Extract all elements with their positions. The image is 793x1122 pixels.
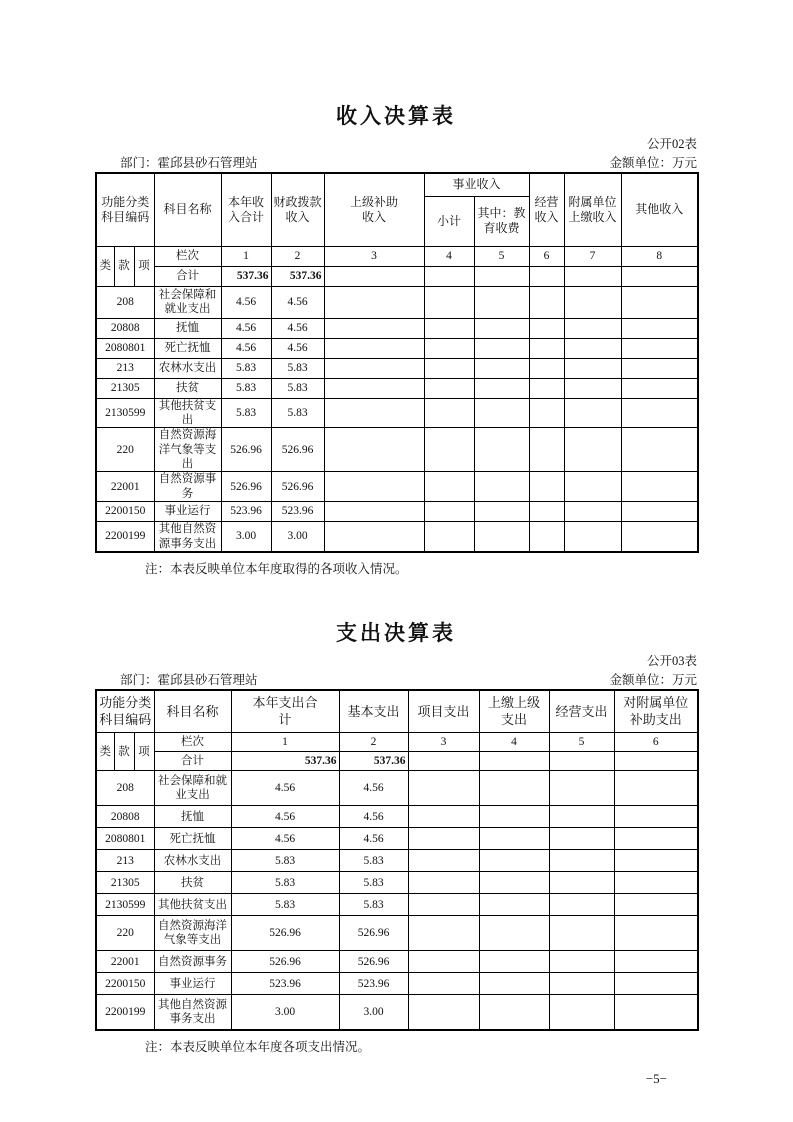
empty-cell (549, 995, 614, 1030)
row-value: 4.56 (221, 318, 271, 338)
expenditure-data-row (96, 872, 698, 894)
empty-cell (529, 502, 564, 522)
empty-cell (479, 850, 549, 872)
page-number: −5− (645, 1070, 667, 1086)
expenditure-data-row (96, 828, 698, 850)
row-code: 2080801 (96, 338, 154, 358)
expenditure-header-total-text: 本年支出合计 (252, 695, 318, 727)
expenditure-data-row (96, 916, 698, 951)
empty-cell (324, 286, 424, 318)
empty-cell (408, 973, 479, 995)
empty-cell (564, 286, 621, 318)
empty-cell (474, 378, 529, 398)
empty-cell (549, 752, 614, 771)
income-note: 注：本表反映单位本年度取得的各项收入情况。 (145, 561, 408, 576)
row-value: 5.83 (231, 894, 339, 916)
empty-cell (474, 472, 529, 502)
empty-cell (408, 894, 479, 916)
income-total-label: 合计 (154, 266, 221, 286)
empty-cell (564, 472, 621, 502)
expenditure-data-row (96, 806, 698, 828)
row-value: 5.83 (231, 872, 339, 894)
expenditure-header-operating: 经营支出 (549, 690, 614, 733)
empty-cell (621, 398, 698, 428)
row-name: 自然资源海洋气象等支出 (154, 916, 231, 951)
empty-cell (474, 266, 529, 286)
row-value: 5.83 (221, 358, 271, 378)
income-sub-kuan: 款 (114, 246, 134, 286)
row-value: 3.00 (221, 522, 271, 552)
empty-cell (621, 502, 698, 522)
expenditure-header-basic: 基本支出 (339, 690, 408, 733)
row-value: 526.96 (231, 951, 339, 973)
row-value: 526.96 (271, 428, 324, 472)
empty-cell (564, 378, 621, 398)
empty-cell (424, 286, 474, 318)
expenditure-table (95, 689, 699, 1031)
row-value: 5.83 (271, 398, 324, 428)
row-code: 208 (96, 771, 154, 806)
expenditure-header-upturn (479, 690, 549, 733)
row-value: 526.96 (231, 916, 339, 951)
empty-cell (479, 872, 549, 894)
empty-cell (549, 828, 614, 850)
row-value: 5.83 (221, 398, 271, 428)
income-header-affiliated: 附属单位上缴收入 (564, 173, 621, 246)
expenditure-header-subsidy (614, 690, 698, 733)
income-col-number: 2 (271, 246, 324, 266)
expenditure-meta-row (95, 670, 697, 688)
empty-cell (564, 318, 621, 338)
empty-cell (424, 472, 474, 502)
empty-cell (424, 398, 474, 428)
income-col-number: 4 (424, 246, 474, 266)
empty-cell (424, 522, 474, 552)
empty-cell (621, 378, 698, 398)
empty-cell (324, 378, 424, 398)
income-data-row (96, 522, 698, 552)
row-name: 抚恤 (154, 806, 231, 828)
income-data-row (96, 472, 698, 502)
empty-cell (564, 266, 621, 286)
row-code: 2200150 (96, 973, 154, 995)
empty-cell (621, 428, 698, 472)
expenditure-data-row (96, 951, 698, 973)
empty-cell (621, 522, 698, 552)
expenditure-total-value: 537.36 (339, 752, 408, 771)
empty-cell (564, 428, 621, 472)
row-code: 22001 (96, 951, 154, 973)
expenditure-lanci-label: 栏次 (154, 733, 231, 752)
expenditure-col-number: 4 (479, 733, 549, 752)
empty-cell (614, 995, 698, 1030)
row-name: 抚恤 (154, 318, 221, 338)
expenditure-header-code: 功能分类科目编码 (96, 690, 154, 733)
income-header-operating: 经营收入 (529, 173, 564, 246)
empty-cell (614, 951, 698, 973)
row-name: 其他自然资源事务支出 (154, 995, 231, 1030)
income-department-label: 部门：霍邱县砂石管理站 (120, 156, 258, 170)
row-code: 22001 (96, 472, 154, 502)
row-value: 523.96 (271, 502, 324, 522)
row-value: 5.83 (339, 872, 408, 894)
expenditure-header-upturn-text: 上缴上级支出 (488, 695, 541, 727)
row-name: 社会保障和就业支出 (154, 771, 231, 806)
row-value: 3.00 (271, 522, 324, 552)
row-name: 自然资源海洋气象等支出 (154, 428, 221, 472)
empty-cell (408, 951, 479, 973)
row-value: 5.83 (221, 378, 271, 398)
row-value: 4.56 (221, 286, 271, 318)
income-data-row (96, 318, 698, 338)
row-code: 21305 (96, 872, 154, 894)
income-section (95, 100, 697, 577)
income-meta-row (95, 153, 697, 171)
row-value: 5.83 (231, 850, 339, 872)
empty-cell (529, 378, 564, 398)
row-value: 5.83 (339, 850, 408, 872)
row-value: 3.00 (231, 995, 339, 1030)
row-value: 4.56 (271, 286, 324, 318)
row-code: 208 (96, 286, 154, 318)
empty-cell (529, 428, 564, 472)
empty-cell (474, 398, 529, 428)
income-header-superior (324, 173, 424, 246)
row-code: 220 (96, 916, 154, 951)
empty-cell (549, 973, 614, 995)
empty-cell (324, 318, 424, 338)
income-table-title: 收入决算表 (336, 104, 456, 128)
row-value: 5.83 (271, 358, 324, 378)
expenditure-data-row (96, 771, 698, 806)
empty-cell (564, 398, 621, 428)
income-sub-lei: 类 (96, 246, 114, 286)
empty-cell (324, 398, 424, 428)
expenditure-col-number: 3 (408, 733, 479, 752)
row-value: 526.96 (339, 916, 408, 951)
row-value: 4.56 (339, 771, 408, 806)
income-header-superior-text: 上级补助收入 (349, 194, 398, 224)
row-code: 2130599 (96, 398, 154, 428)
income-data-row (96, 358, 698, 378)
empty-cell (424, 502, 474, 522)
expenditure-col-number: 5 (549, 733, 614, 752)
expenditure-header-project: 项目支出 (408, 690, 479, 733)
row-code: 21305 (96, 378, 154, 398)
income-header-code: 功能分类科目编码 (96, 173, 154, 246)
row-code: 2200199 (96, 995, 154, 1030)
row-name: 农林水支出 (154, 358, 221, 378)
income-data-row (96, 286, 698, 318)
row-name: 其他自然资源事务支出 (154, 522, 221, 552)
empty-cell (479, 951, 549, 973)
row-value: 523.96 (221, 502, 271, 522)
row-value: 4.56 (339, 806, 408, 828)
income-table (95, 172, 699, 553)
expenditure-department-label: 部门：霍邱县砂石管理站 (120, 672, 258, 687)
empty-cell (424, 428, 474, 472)
income-sub-xiang: 项 (134, 246, 154, 286)
row-value: 4.56 (231, 828, 339, 850)
income-header-education: 其中：教育收费 (474, 196, 529, 246)
expenditure-note: 注：本表反映单位本年度各项支出情况。 (145, 1039, 371, 1054)
row-name: 死亡抚恤 (154, 828, 231, 850)
income-unit-label: 金额单位：万元 (609, 156, 697, 170)
expenditure-total-row (96, 752, 698, 771)
income-col-number: 1 (221, 246, 271, 266)
row-value: 4.56 (339, 828, 408, 850)
row-value: 3.00 (339, 995, 408, 1030)
expenditure-col-number: 1 (231, 733, 339, 752)
expenditure-col-number: 2 (339, 733, 408, 752)
expenditure-data-row (96, 894, 698, 916)
empty-cell (408, 916, 479, 951)
income-col-number: 8 (621, 246, 698, 266)
empty-cell (479, 752, 549, 771)
empty-cell (474, 286, 529, 318)
income-total-row (96, 266, 698, 286)
empty-cell (621, 266, 698, 286)
empty-cell (474, 338, 529, 358)
empty-cell (564, 522, 621, 552)
row-code: 220 (96, 428, 154, 472)
empty-cell (408, 995, 479, 1030)
empty-cell (614, 752, 698, 771)
empty-cell (408, 806, 479, 828)
expenditure-header-total (231, 690, 339, 733)
row-value: 4.56 (231, 771, 339, 806)
empty-cell (529, 398, 564, 428)
expenditure-lanci-row (96, 733, 698, 752)
empty-cell (424, 338, 474, 358)
empty-cell (529, 266, 564, 286)
row-code: 20808 (96, 806, 154, 828)
empty-cell (474, 358, 529, 378)
row-value: 4.56 (271, 318, 324, 338)
empty-cell (408, 828, 479, 850)
row-name: 事业运行 (154, 973, 231, 995)
expenditure-header-subsidy-text: 对附属单位补助支出 (623, 695, 689, 727)
empty-cell (614, 771, 698, 806)
empty-cell (621, 358, 698, 378)
empty-cell (621, 472, 698, 502)
empty-cell (529, 318, 564, 338)
expenditure-unit-label: 金额单位：万元 (609, 672, 697, 687)
empty-cell (479, 995, 549, 1030)
empty-cell (529, 522, 564, 552)
income-data-row (96, 378, 698, 398)
income-header-other: 其他收入 (621, 173, 698, 246)
empty-cell (479, 894, 549, 916)
empty-cell (479, 771, 549, 806)
income-header-total: 本年收入合计 (221, 173, 271, 246)
empty-cell (529, 472, 564, 502)
income-doc-label: 公开02表 (646, 137, 697, 151)
empty-cell (549, 771, 614, 806)
expenditure-section (95, 617, 697, 1055)
income-col-number: 5 (474, 246, 529, 266)
income-header-subject: 科目名称 (154, 173, 221, 246)
empty-cell (621, 286, 698, 318)
empty-cell (408, 872, 479, 894)
expenditure-sub-kuan: 款 (114, 733, 134, 771)
empty-cell (549, 916, 614, 951)
expenditure-data-row (96, 973, 698, 995)
income-data-row (96, 338, 698, 358)
empty-cell (564, 358, 621, 378)
empty-cell (474, 428, 529, 472)
row-value: 5.83 (339, 894, 408, 916)
empty-cell (324, 522, 424, 552)
row-code: 213 (96, 850, 154, 872)
empty-cell (479, 916, 549, 951)
empty-cell (549, 850, 614, 872)
empty-cell (424, 378, 474, 398)
empty-cell (324, 338, 424, 358)
empty-cell (408, 752, 479, 771)
expenditure-sub-xiang: 项 (134, 733, 154, 771)
empty-cell (474, 318, 529, 338)
empty-cell (614, 872, 698, 894)
empty-cell (621, 338, 698, 358)
income-header-fiscal: 财政拨款收入 (271, 173, 324, 246)
empty-cell (529, 358, 564, 378)
empty-cell (614, 850, 698, 872)
empty-cell (614, 806, 698, 828)
income-header-subtotal: 小计 (424, 196, 474, 246)
expenditure-data-row (96, 995, 698, 1030)
row-value: 523.96 (231, 973, 339, 995)
income-data-row (96, 502, 698, 522)
row-name: 事业运行 (154, 502, 221, 522)
row-value: 526.96 (339, 951, 408, 973)
empty-cell (424, 358, 474, 378)
empty-cell (424, 318, 474, 338)
expenditure-header-subject: 科目名称 (154, 690, 231, 733)
row-value: 5.83 (271, 378, 324, 398)
empty-cell (549, 806, 614, 828)
row-value: 526.96 (221, 428, 271, 472)
empty-cell (408, 771, 479, 806)
empty-cell (324, 358, 424, 378)
row-value: 4.56 (271, 338, 324, 358)
empty-cell (614, 916, 698, 951)
income-col-number: 3 (324, 246, 424, 266)
expenditure-total-label: 合计 (154, 752, 231, 771)
empty-cell (549, 951, 614, 973)
row-value: 526.96 (271, 472, 324, 502)
row-code: 2200150 (96, 502, 154, 522)
row-name: 自然资源事务 (154, 472, 221, 502)
empty-cell (479, 828, 549, 850)
income-data-row (96, 398, 698, 428)
empty-cell (408, 850, 479, 872)
expenditure-sub-lei: 类 (96, 733, 114, 771)
empty-cell (549, 872, 614, 894)
row-value: 4.56 (221, 338, 271, 358)
row-name: 扶贫 (154, 872, 231, 894)
expenditure-total-value: 537.36 (231, 752, 339, 771)
empty-cell (324, 266, 424, 286)
income-total-value: 537.36 (221, 266, 271, 286)
row-value: 523.96 (339, 973, 408, 995)
expenditure-data-row (96, 850, 698, 872)
empty-cell (549, 894, 614, 916)
empty-cell (614, 828, 698, 850)
empty-cell (614, 894, 698, 916)
row-code: 20808 (96, 318, 154, 338)
income-data-row (96, 428, 698, 472)
row-code: 2080801 (96, 828, 154, 850)
empty-cell (324, 472, 424, 502)
empty-cell (564, 338, 621, 358)
row-value: 526.96 (221, 472, 271, 502)
income-lanci-row (96, 246, 698, 266)
row-code: 2200199 (96, 522, 154, 552)
empty-cell (564, 502, 621, 522)
empty-cell (529, 286, 564, 318)
empty-cell (474, 522, 529, 552)
income-total-value: 537.36 (271, 266, 324, 286)
expenditure-table-title: 支出决算表 (336, 620, 456, 645)
expenditure-col-number: 6 (614, 733, 698, 752)
income-col-number: 7 (564, 246, 621, 266)
empty-cell (614, 973, 698, 995)
row-name: 扶贫 (154, 378, 221, 398)
empty-cell (479, 973, 549, 995)
empty-cell (424, 266, 474, 286)
row-name: 其他扶贫支出 (154, 398, 221, 428)
row-name: 自然资源事务 (154, 951, 231, 973)
empty-cell (621, 318, 698, 338)
row-code: 213 (96, 358, 154, 378)
income-lanci-label: 栏次 (154, 246, 221, 266)
empty-cell (479, 806, 549, 828)
row-name: 其他扶贫支出 (154, 894, 231, 916)
row-value: 4.56 (231, 806, 339, 828)
income-header-shiye-group: 事业收入 (424, 173, 529, 196)
expenditure-doc-label: 公开03表 (646, 653, 697, 668)
row-name: 农林水支出 (154, 850, 231, 872)
row-name: 死亡抚恤 (154, 338, 221, 358)
empty-cell (324, 502, 424, 522)
row-code: 2130599 (96, 894, 154, 916)
empty-cell (324, 428, 424, 472)
empty-cell (474, 502, 529, 522)
empty-cell (529, 338, 564, 358)
income-col-number: 6 (529, 246, 564, 266)
row-name: 社会保障和就业支出 (154, 286, 221, 318)
